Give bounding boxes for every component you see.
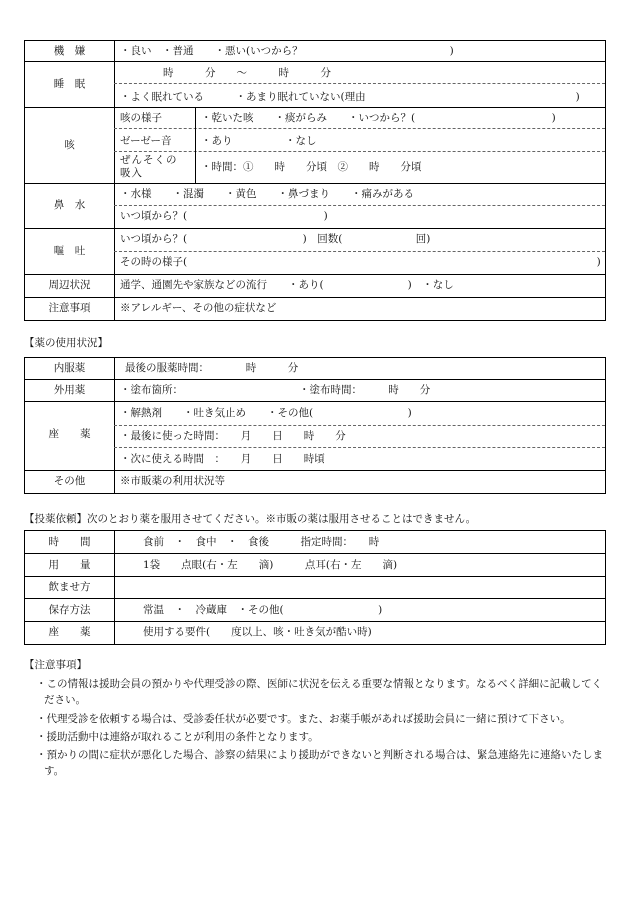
request-table [24, 530, 606, 645]
medicine-table [24, 357, 606, 494]
asthma-times: ・時間：① 時 分頃 ② 時 分頃 [201, 161, 422, 173]
vomit-since: いつ頃から？( ) 回数( 回) [120, 233, 431, 245]
internal-med-text: 最後の服薬時間： 時 分 [125, 362, 299, 374]
request-supp-text: 使用する要件( 度以上、咳・吐き気が酷い時) [143, 626, 372, 638]
asthma-label: ぜんそくの 吸入 [120, 154, 178, 179]
mood-label: 機 嫌 [53, 45, 86, 57]
caution-heading: 【注意事項】 [24, 659, 87, 671]
supp-type: ・解熱剤 ・吐き気止め ・その他( ) [120, 407, 412, 419]
wheeze-label: ゼーゼー音 [120, 135, 172, 147]
external-med-time: ・塗布時間： 時 分 [299, 384, 431, 396]
caution-item: ・この情報は援助会員の預かりや代理受診の際、医師に状況を伝える重要な情報となります。なるべく詳細に記載してください。 [36, 678, 603, 707]
request-heading: 【投薬依頼】次のとおり薬を服用させてください。※市販の薬は服用させることはできません。 [24, 513, 477, 525]
vomit-detail: その時の様子( ) [120, 256, 601, 268]
notes-text: ※アレルギー、その他の症状など [120, 302, 277, 314]
cough-label: 咳 [64, 139, 75, 151]
request-dose-text: 1袋 点眼(右・左 滴) 点耳(右・左 滴) [143, 559, 398, 571]
surround-text: 通学、通園先や家族などの流行 ・あり( ) ・なし [120, 279, 454, 291]
request-storage-label: 保存方法 [48, 604, 91, 616]
sleep-quality: ・よく眠れている ・あまり眠れていない(理由 ) [120, 91, 580, 103]
caution-item: ・代理受診を依頼する場合は、受診委任状が必要です。また、お薬手帳があれば援助会員に一緒に預けて下さい。 [36, 713, 571, 725]
cough-sub-label: 咳の様子 [120, 112, 162, 124]
medicine-section-heading: 【薬の使用状況】 [24, 337, 108, 349]
mood-options: ・良い ・普通 ・悪い(いつから？ ) [120, 45, 454, 57]
nose-label: 鼻 水 [53, 199, 86, 211]
vomit-label: 嘔 吐 [53, 245, 86, 257]
caution-item: ・援助活動中は連絡が取れることが利用の条件となります。 [36, 731, 319, 743]
request-storage-text: 常温 ・ 冷蔵庫 ・その他( ) [143, 604, 383, 616]
request-time-label: 時 間 [48, 536, 91, 548]
other-med-text: ※市販薬の利用状況等 [120, 475, 225, 487]
internal-med-label: 内服薬 [53, 362, 86, 374]
external-med-area: ・塗布箇所： [120, 384, 183, 396]
other-med-label: その他 [53, 475, 86, 487]
caution-item: ・預かりの間に症状が悪化した場合、診察の結果により援助ができないと判断される場合は、緊急連絡先に連絡いたします。 [36, 749, 603, 778]
supp-last-used: ・最後に使った時間： 月 日 時 分 [120, 430, 346, 442]
supp-label: 座 薬 [48, 428, 91, 440]
wheeze-options: ・あり ・なし [201, 135, 317, 147]
cough-type: ・乾いた咳 ・痰がらみ ・いつから？( ) [201, 112, 556, 124]
sleep-time: 時 分 ～ 時 分 [163, 67, 331, 79]
request-time-text: 食前 ・ 食中 ・ 食後 指定時間： 時 [143, 536, 380, 548]
external-med-label: 外用薬 [53, 384, 86, 396]
nose-options: ・水様 ・混濁 ・黄色 ・鼻づまり ・痛みがある [120, 188, 414, 200]
request-supp-label: 座 薬 [48, 626, 91, 638]
supp-next-use: ・次に使える時間 ： 月 日 時頃 [120, 453, 325, 465]
sleep-label: 睡 眠 [53, 78, 86, 90]
request-how-label: 飲ませ方 [48, 581, 91, 593]
surround-label: 周辺状況 [48, 279, 91, 291]
request-dose-label: 用 量 [48, 559, 91, 571]
nose-since: いつ頃から？( ) [120, 210, 328, 222]
notes-label: 注意事項 [48, 302, 91, 314]
symptoms-table [24, 40, 606, 321]
